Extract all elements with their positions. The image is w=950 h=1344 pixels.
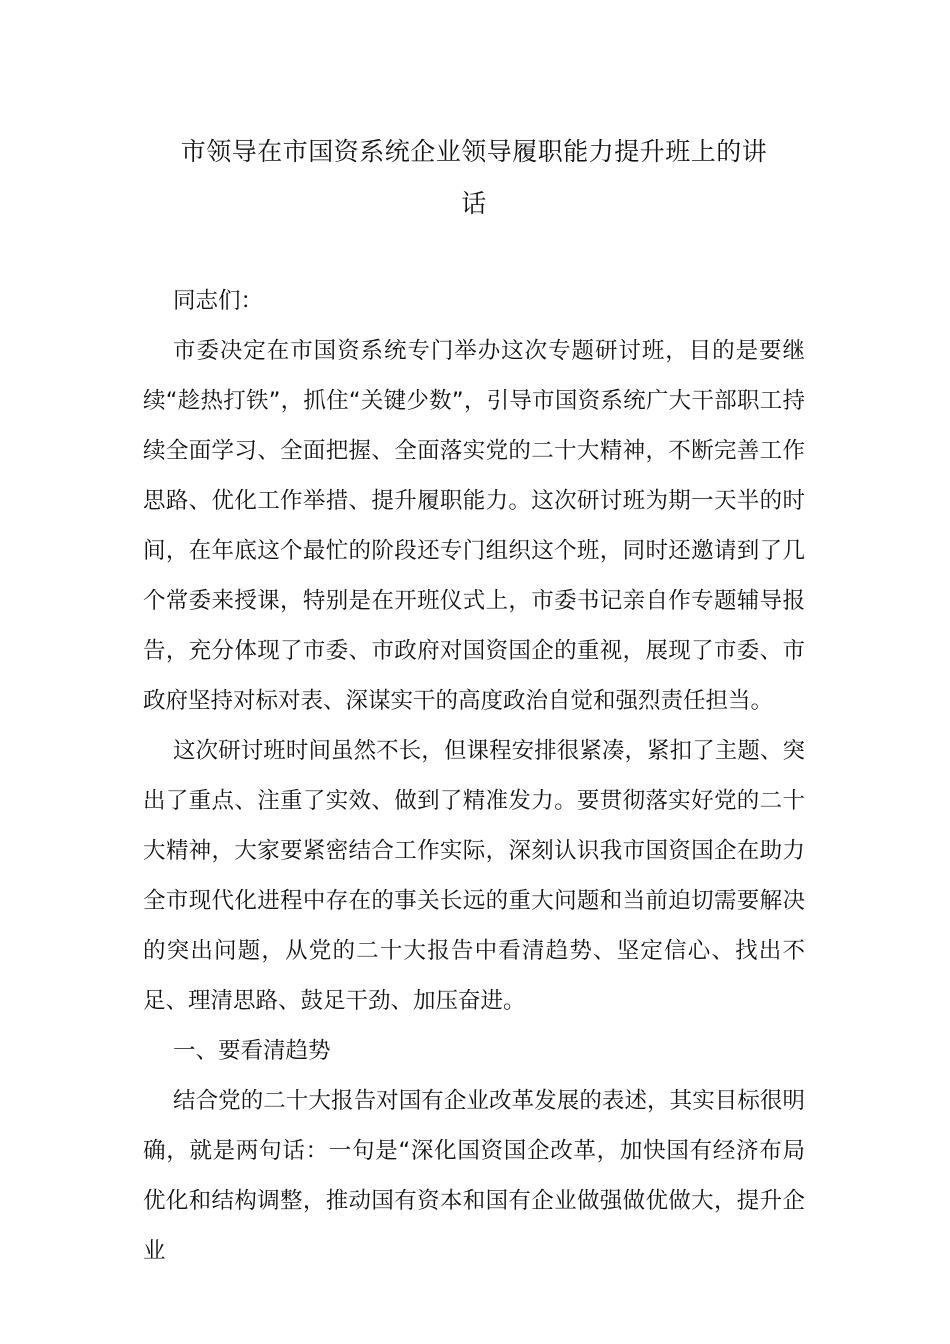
section-heading-1: 一、要看清趋势 (173, 1038, 331, 1064)
paragraph-1: 市委决定在市国资系统专门举办这次专题研讨班，目的是要继续“趁热打铁”，抓住“关键少数”，引导市国资系统广大干部职工持续全面学习、全面把握、全面落实党的二十大精神，不断完善工作思路、优化工作举措、提升履职能力。这次研讨班为期一天半的时间，在年底这个最忙的阶段还专门组织这个班，同时还邀请到了几个常委来授课，特别是在开班仪式上，市委书记亲自作专题辅导报告，充分体现了市委、市政府对国资国企的重视，展现了市委、市政府坚持对标对表、深谋实干的高度政治自觉和强烈责任担当。 (143, 338, 805, 714)
document-body (143, 276, 805, 1276)
title-line-2: 话 (461, 189, 487, 218)
salutation: 同志们： (173, 288, 264, 314)
paragraph-2: 这次研讨班时间虽然不长，但课程安排很紧凑，紧扣了主题、突出了重点、注重了实效、做到了精准发力。要贯彻落实好党的二十大精神，大家要紧密结合工作实际，深刻认识我市国资国企在助力全市现代化进程中存在的事关长远的重大问题和当前迫切需要解决的突出问题，从党的二十大报告中看清趋势、坚定信心、找出不足、理清思路、鼓足干劲、加压奋进。 (143, 738, 805, 1014)
document-title (143, 126, 805, 230)
title-line-1: 市领导在市国资系统企业领导履职能力提升班上的讲 (180, 137, 768, 166)
paragraph-3: 结合党的二十大报告对国有企业改革发展的表述，其实目标很明确，就是两句话：一句是“深化国资国企改革，加快国有经济布局优化和结构调整，推动国有资本和国有企业做强做优做大，提升企业 (143, 1088, 805, 1264)
